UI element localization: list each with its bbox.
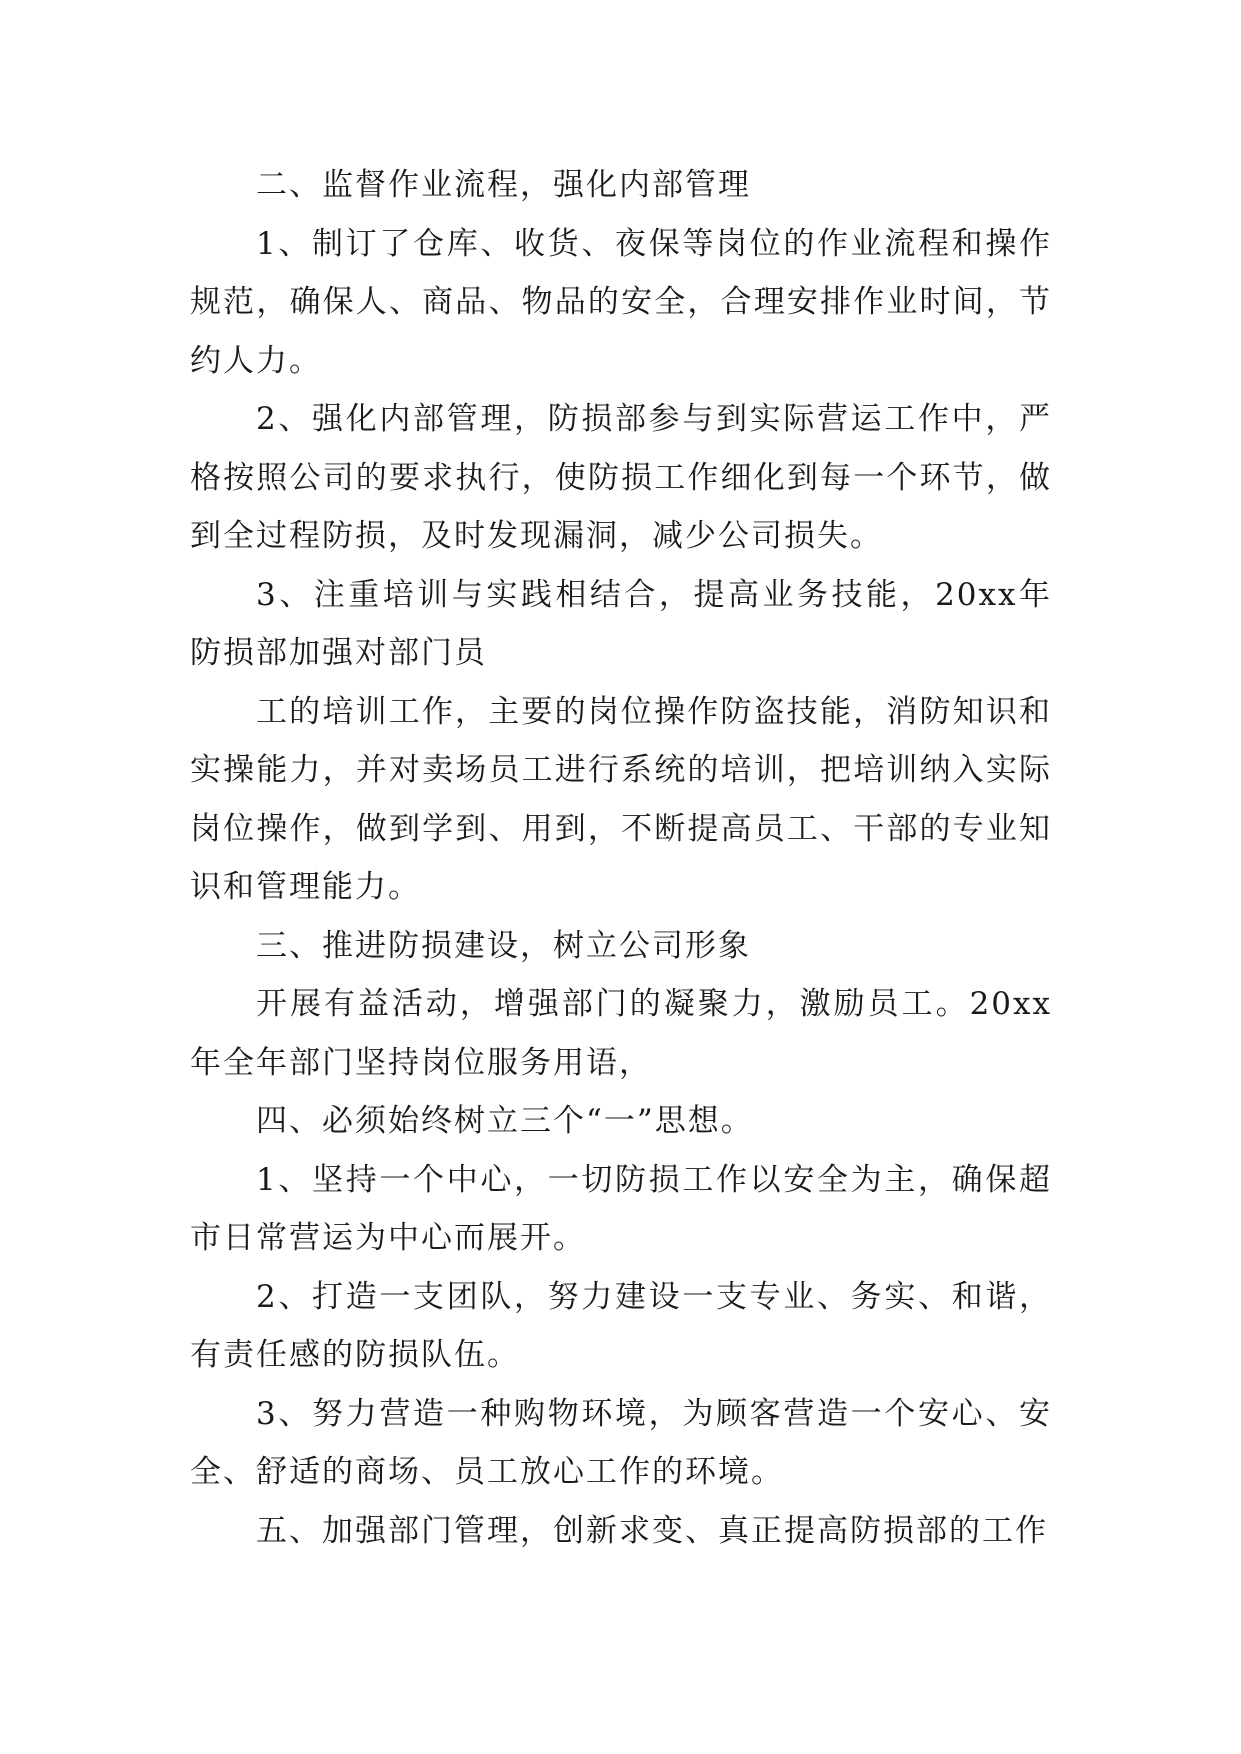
paragraph-environment: 3、努力营造一种购物环境，为顾客营造一个安心、安全、舒适的商场、员工放心工作的环境。 (190, 1395, 1052, 1490)
paragraph-center: 1、坚持一个中心，一切防损工作以安全为主，确保超市日常营运为中心而展开。 (190, 1161, 1052, 1256)
paragraph-item-2: 2、强化内部管理，防损部参与到实际营运工作中，严格按照公司的要求执行，使防损工作细化到每一个环节，做到全过程防损，及时发现漏洞，减少公司损失。 (190, 401, 1052, 554)
document-body (190, 156, 1052, 1560)
paragraph-item-1: 1、制订了仓库、收货、夜保等岗位的作业流程和操作规范，确保人、商品、物品的安全，合理安排作业时间，节约人力。 (190, 225, 1052, 379)
section-heading-4: 四、必须始终树立三个“一”思想。 (256, 1103, 754, 1139)
paragraph-item-3: 3、注重培训与实践相结合，提高业务技能，20xx年防损部加强对部门员 (190, 576, 1052, 671)
section-heading-2: 二、监督作业流程，强化内部管理 (256, 167, 751, 203)
paragraph-training: 工的培训工作，主要的岗位操作防盗技能，消防知识和实操能力，并对卖场员工进行系统的培训，把培训纳入实际岗位操作，做到学到、用到，不断提高员工、干部的专业知识和管理能力。 (190, 693, 1052, 905)
section-heading-3: 三、推进防损建设，树立公司形象 (256, 927, 751, 964)
paragraph-team: 2、打造一支团队，努力建设一支专业、务实、和谐，有责任感的防损队伍。 (190, 1278, 1052, 1373)
paragraph-activities: 开展有益活动，增强部门的凝聚力，激励员工。20xx年全年部门坚持岗位服务用语， (190, 986, 1052, 1081)
section-heading-5: 五、加强部门管理，创新求变、真正提高防损部的工作 (256, 1512, 1048, 1549)
